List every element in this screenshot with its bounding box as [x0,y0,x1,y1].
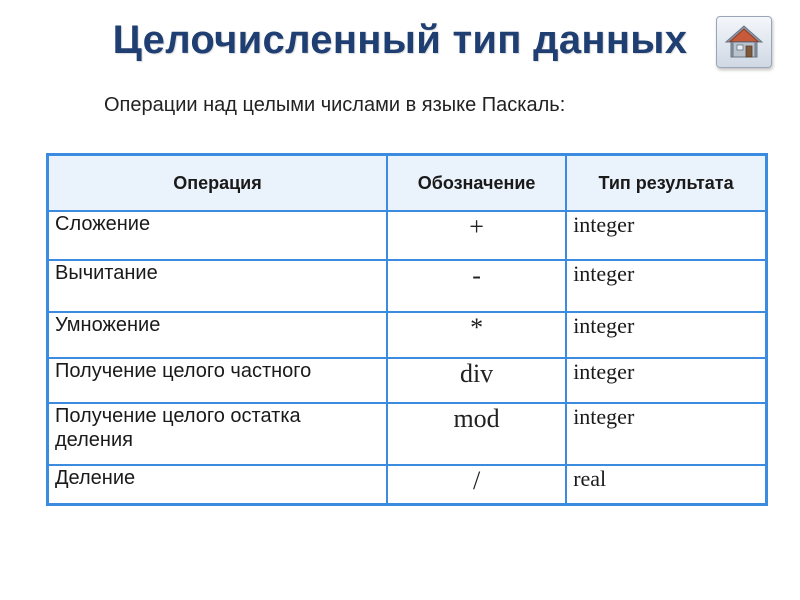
operation-cell: Сложение [48,211,387,260]
operation-cell: Получение целого частного [48,358,387,403]
symbol-cell: - [387,260,566,312]
result-type-cell: integer [566,312,766,358]
operation-cell: Вычитание [48,260,387,312]
table-row [48,260,767,312]
home-icon [724,23,764,59]
subtitle: Операции над целыми числами в языке Паскаль: [104,94,566,116]
table-row [48,312,767,358]
table-row [48,403,767,465]
header-operation: Операция [48,155,387,212]
symbol-cell: div [387,358,566,403]
operations-table [46,153,768,506]
result-type-cell: integer [566,260,766,312]
result-type-cell: integer [566,403,766,465]
home-button[interactable] [716,16,772,68]
table-header-row [48,155,767,212]
operation-cell: Получение целого остатка деления [48,403,387,465]
operation-cell: Деление [48,465,387,505]
header-symbol: Обозначение [387,155,566,212]
result-type-cell: real [566,465,766,505]
table-row [48,211,767,260]
symbol-cell: / [387,465,566,505]
symbol-cell: mod [387,403,566,465]
symbol-cell: * [387,312,566,358]
result-type-cell: integer [566,211,766,260]
result-type-cell: integer [566,358,766,403]
header-result-type: Тип результата [566,155,766,212]
table-row [48,465,767,505]
page-title: Целочисленный тип данных [112,18,688,62]
table-row [48,358,767,403]
operation-cell: Умножение [48,312,387,358]
symbol-cell: + [387,211,566,260]
